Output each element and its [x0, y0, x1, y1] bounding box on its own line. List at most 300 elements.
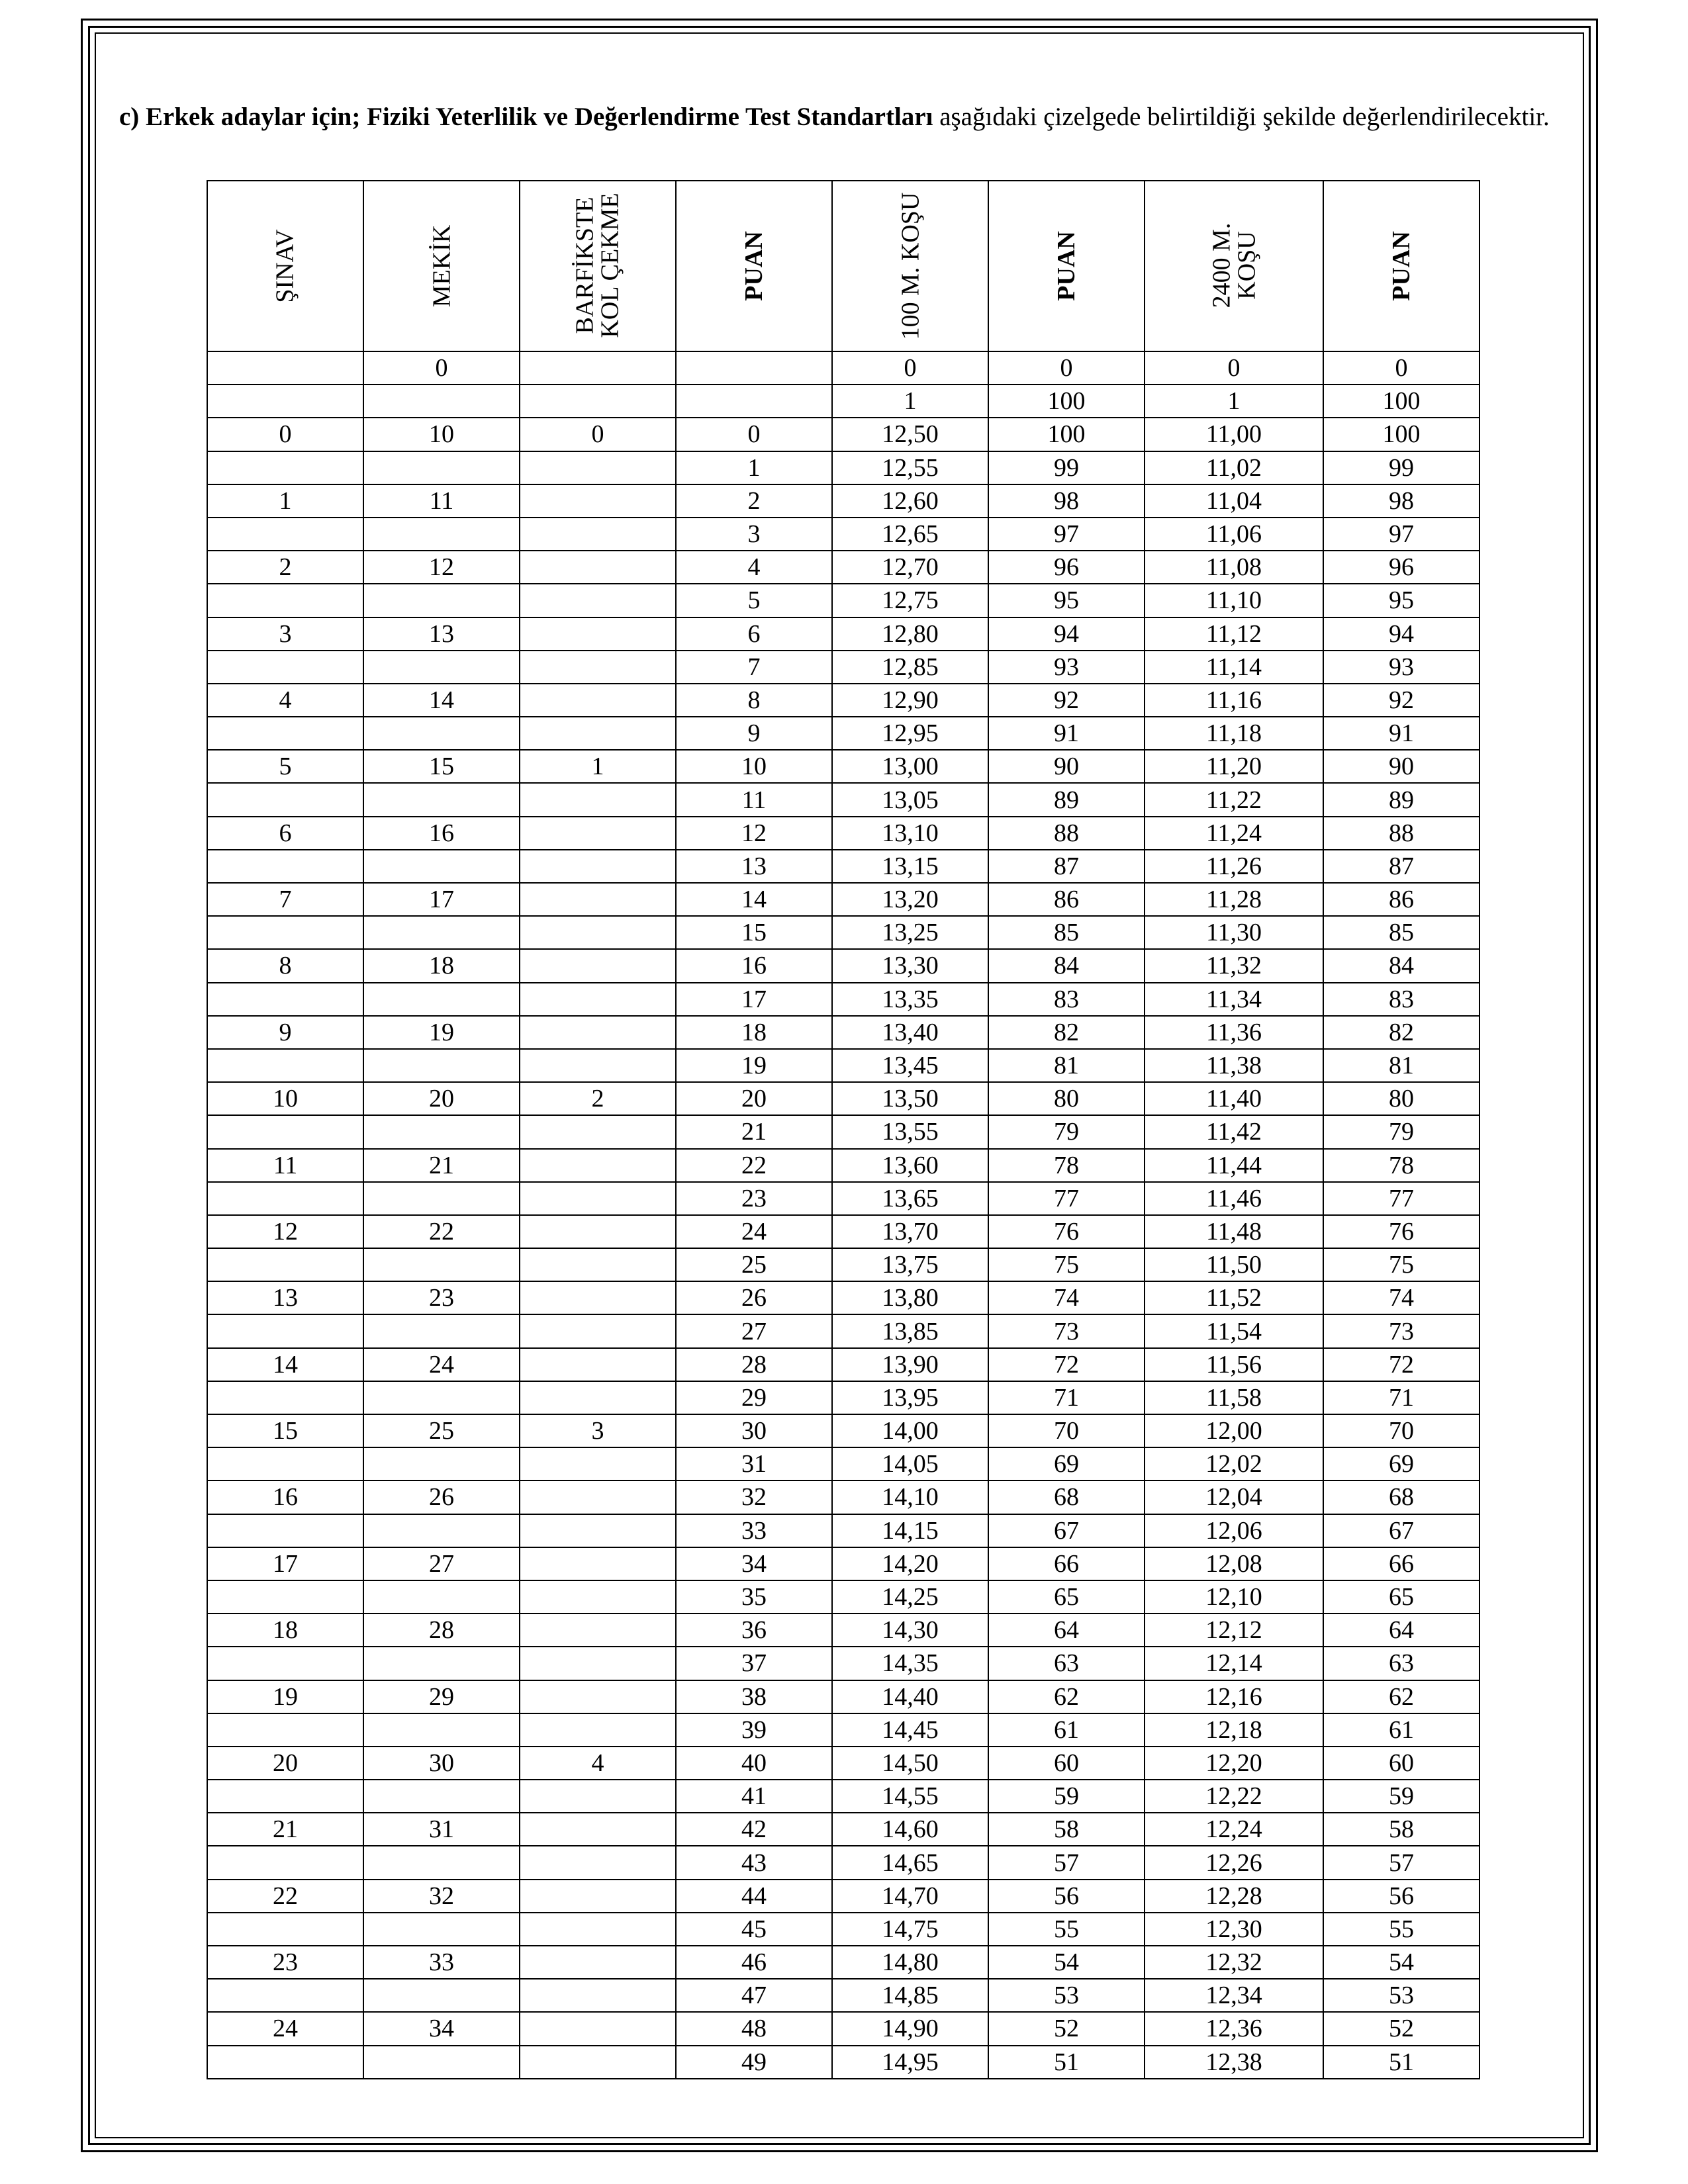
table-cell: 14,35: [832, 1647, 988, 1680]
table-cell: 27: [676, 1314, 832, 1347]
table-cell: 7: [207, 883, 363, 916]
table-cell: 3: [676, 518, 832, 551]
table-cell: [520, 2012, 676, 2045]
table-cell: [520, 916, 676, 949]
table-cell: 61: [988, 1713, 1145, 1747]
table-cell: [207, 916, 363, 949]
table-cell: 12,20: [1145, 1747, 1323, 1780]
table-row: [207, 1846, 1479, 1879]
table-cell: 62: [1323, 1680, 1479, 1713]
table-cell: [520, 584, 676, 617]
table-cell: 0: [676, 418, 832, 451]
table-cell: 86: [988, 883, 1145, 916]
table-cell: [363, 1248, 520, 1281]
table-cell: [520, 1713, 676, 1747]
table-cell: 61: [1323, 1713, 1479, 1747]
table-cell: 76: [988, 1215, 1145, 1248]
col-header-label: MEKİK: [427, 224, 455, 308]
table-row: [207, 1248, 1479, 1281]
table-cell: [520, 1547, 676, 1580]
table-cell: 12,10: [1145, 1580, 1323, 1614]
table-row: [207, 1680, 1479, 1713]
table-cell: 39: [676, 1713, 832, 1747]
table-cell: [363, 1713, 520, 1747]
table-row: [207, 1314, 1479, 1347]
table-cell: [520, 1115, 676, 1148]
table-cell: 17: [676, 983, 832, 1016]
table-cell: 73: [988, 1314, 1145, 1347]
table-cell: 11,28: [1145, 883, 1323, 916]
table-cell: 12,16: [1145, 1680, 1323, 1713]
table-cell: [520, 1215, 676, 1248]
table-cell: 14,00: [832, 1414, 988, 1447]
table-cell: 88: [1323, 817, 1479, 850]
col-header-barfiks: [520, 181, 676, 351]
table-cell: [520, 983, 676, 1016]
col-header-label: 100 M. KOŞU: [896, 192, 924, 340]
table-cell: 63: [988, 1647, 1145, 1680]
table-cell: [207, 1580, 363, 1614]
table-cell: 14,05: [832, 1447, 988, 1480]
table-cell: [520, 684, 676, 717]
table-cell: 12,12: [1145, 1614, 1323, 1647]
table-row: [207, 1281, 1479, 1314]
table-row: [207, 1780, 1479, 1813]
table-cell: 11,10: [1145, 584, 1323, 617]
table-cell: 11,38: [1145, 1049, 1323, 1082]
table-row: [207, 1348, 1479, 1381]
table-cell: 32: [676, 1480, 832, 1514]
table-cell: [207, 1514, 363, 1547]
table-cell: 12,26: [1145, 1846, 1323, 1879]
table-cell: 35: [676, 1580, 832, 1614]
table-cell: 13,60: [832, 1149, 988, 1182]
col-header-line: KOL ÇEKME: [596, 192, 624, 338]
table-cell: 20: [676, 1082, 832, 1115]
col-header-label: [1209, 222, 1259, 308]
table-cell: 36: [676, 1614, 832, 1647]
table-cell: 10: [676, 750, 832, 783]
table-cell: 77: [1323, 1182, 1479, 1215]
table-cell: 4: [520, 1747, 676, 1780]
table-cell: [363, 518, 520, 551]
table-row: [207, 817, 1479, 850]
table-cell: 99: [1323, 451, 1479, 484]
table-cell: 11,12: [1145, 617, 1323, 651]
table-cell: 68: [988, 1480, 1145, 1514]
table-cell: 19: [676, 1049, 832, 1082]
table-cell: [520, 451, 676, 484]
table-cell: 37: [676, 1647, 832, 1680]
table-cell: 11,16: [1145, 684, 1323, 717]
col-header-puan: [676, 181, 832, 351]
table-cell: 12,30: [1145, 1913, 1323, 1946]
table-cell: 12: [676, 817, 832, 850]
table-cell: 69: [988, 1447, 1145, 1480]
table-cell: 11,18: [1145, 717, 1323, 750]
table-row: [207, 651, 1479, 684]
table-cell: 57: [988, 1846, 1145, 1879]
table-cell: 100: [988, 385, 1145, 418]
table-body: [207, 351, 1479, 2079]
table-cell: 11,48: [1145, 1215, 1323, 1248]
table-row: [207, 1381, 1479, 1414]
table-cell: 38: [676, 1680, 832, 1713]
table-cell: 14,90: [832, 2012, 988, 2045]
table-cell: [207, 850, 363, 883]
table-cell: [207, 1314, 363, 1347]
table-cell: 60: [988, 1747, 1145, 1780]
table-cell: 33: [676, 1514, 832, 1547]
table-cell: 3: [520, 1414, 676, 1447]
table-cell: 67: [1323, 1514, 1479, 1547]
table-cell: 21: [363, 1149, 520, 1182]
table-row: [207, 518, 1479, 551]
table-cell: 11,52: [1145, 1281, 1323, 1314]
table-cell: [207, 1049, 363, 1082]
table-cell: [520, 1348, 676, 1381]
table-cell: [363, 1314, 520, 1347]
table-cell: 85: [988, 916, 1145, 949]
table-cell: 34: [363, 2012, 520, 2045]
table-cell: 93: [988, 651, 1145, 684]
table-cell: [363, 1049, 520, 1082]
table-row: [207, 617, 1479, 651]
table-cell: 14: [207, 1348, 363, 1381]
table-cell: 1: [1145, 385, 1323, 418]
table-cell: 13,75: [832, 1248, 988, 1281]
table-row: [207, 1813, 1479, 1846]
table-row: [207, 949, 1479, 982]
table-cell: 14,55: [832, 1780, 988, 1813]
table-row: [207, 1547, 1479, 1580]
table-cell: [363, 385, 520, 418]
table-row: [207, 783, 1479, 816]
table-cell: 42: [676, 1813, 832, 1846]
table-cell: 73: [1323, 1314, 1479, 1347]
table-cell: [520, 1946, 676, 1979]
table-cell: 0: [988, 351, 1145, 385]
table-cell: 17: [363, 883, 520, 916]
table-cell: [520, 484, 676, 518]
table-row: [207, 1447, 1479, 1480]
table-cell: 12,55: [832, 451, 988, 484]
table-cell: [363, 1115, 520, 1148]
table-cell: 12,90: [832, 684, 988, 717]
table-cell: 13,95: [832, 1381, 988, 1414]
table-cell: 8: [676, 684, 832, 717]
table-cell: 8: [207, 949, 363, 982]
table-cell: [520, 1281, 676, 1314]
table-cell: 28: [676, 1348, 832, 1381]
table-cell: 11: [207, 1149, 363, 1182]
table-row: [207, 551, 1479, 584]
table-cell: [207, 1979, 363, 2012]
table-cell: [520, 351, 676, 385]
table-row: [207, 1747, 1479, 1780]
table-cell: 14,95: [832, 2046, 988, 2079]
table-cell: 14,10: [832, 1480, 988, 1514]
table-cell: 13,15: [832, 850, 988, 883]
table-cell: 5: [676, 584, 832, 617]
table-row: [207, 916, 1479, 949]
table-cell: 14: [363, 684, 520, 717]
table-cell: 18: [363, 949, 520, 982]
table-cell: [520, 1913, 676, 1946]
table-row: [207, 1614, 1479, 1647]
table-cell: [520, 817, 676, 850]
table-row: [207, 1979, 1479, 2012]
table-cell: [520, 1647, 676, 1680]
table-cell: 11,46: [1145, 1182, 1323, 1215]
table-cell: 12,14: [1145, 1647, 1323, 1680]
table-cell: [676, 385, 832, 418]
table-cell: 11,22: [1145, 783, 1323, 816]
table-cell: [520, 1016, 676, 1049]
table-cell: 80: [988, 1082, 1145, 1115]
table-cell: 11,20: [1145, 750, 1323, 783]
intro-paragraph: [119, 100, 1561, 134]
table-cell: 100: [1323, 385, 1479, 418]
table-cell: 11,14: [1145, 651, 1323, 684]
table-cell: 12: [207, 1215, 363, 1248]
col-header-puan-2400m: [1323, 181, 1479, 351]
table-cell: [520, 551, 676, 584]
table-cell: 70: [988, 1414, 1145, 1447]
table-cell: [520, 883, 676, 916]
table-cell: 90: [988, 750, 1145, 783]
intro-rest: aşağıdaki çizelgede belirtildiği şekilde değerlendirilecektir.: [939, 103, 1550, 131]
col-header-line: BARFİKSTE: [571, 197, 599, 334]
table-row: [207, 983, 1479, 1016]
table-cell: 12,06: [1145, 1514, 1323, 1547]
table-cell: 12,28: [1145, 1880, 1323, 1913]
table-cell: 80: [1323, 1082, 1479, 1115]
table-cell: [207, 1713, 363, 1747]
table-cell: [363, 983, 520, 1016]
table-cell: 12,50: [832, 418, 988, 451]
table-cell: 81: [1323, 1049, 1479, 1082]
table-cell: 20: [207, 1747, 363, 1780]
table-cell: 41: [676, 1780, 832, 1813]
table-cell: 13,00: [832, 750, 988, 783]
table-cell: 93: [1323, 651, 1479, 684]
table-cell: 49: [676, 2046, 832, 2079]
table-cell: 92: [988, 684, 1145, 717]
table-cell: 11,54: [1145, 1314, 1323, 1347]
table-cell: 85: [1323, 916, 1479, 949]
table-row: [207, 1149, 1479, 1182]
table-cell: 14,45: [832, 1713, 988, 1747]
table-cell: [520, 651, 676, 684]
table-cell: 2: [676, 484, 832, 518]
table-cell: 76: [1323, 1215, 1479, 1248]
table-row: [207, 883, 1479, 916]
table-cell: 31: [363, 1813, 520, 1846]
table-cell: [363, 717, 520, 750]
table-cell: 15: [363, 750, 520, 783]
table-cell: [207, 1913, 363, 1946]
table-cell: 55: [988, 1913, 1145, 1946]
table-cell: [520, 2046, 676, 2079]
table-cell: 11,30: [1145, 916, 1323, 949]
table-cell: [520, 617, 676, 651]
table-cell: 14,15: [832, 1514, 988, 1547]
table-cell: 0: [1145, 351, 1323, 385]
table-cell: 14,50: [832, 1747, 988, 1780]
table-cell: 13,70: [832, 1215, 988, 1248]
table-cell: 14,25: [832, 1580, 988, 1614]
table-cell: 2: [520, 1082, 676, 1115]
table-row: [207, 750, 1479, 783]
table-cell: 77: [988, 1182, 1145, 1215]
table-cell: [520, 1447, 676, 1480]
table-cell: 100: [988, 418, 1145, 451]
col-header-label: ŞINAV: [271, 229, 299, 303]
table-cell: 100: [1323, 418, 1479, 451]
table-cell: [207, 1447, 363, 1480]
table-row: [207, 1880, 1479, 1913]
table-row: [207, 2012, 1479, 2045]
table-cell: 11: [363, 484, 520, 518]
table-cell: 99: [988, 451, 1145, 484]
col-header-label: PUAN: [1052, 231, 1080, 301]
table-cell: 40: [676, 1747, 832, 1780]
table-cell: 13,25: [832, 916, 988, 949]
table-cell: [520, 385, 676, 418]
table-cell: 31: [676, 1447, 832, 1480]
table-cell: 13: [207, 1281, 363, 1314]
table-cell: 43: [676, 1846, 832, 1879]
table-cell: [520, 850, 676, 883]
table-cell: 94: [988, 617, 1145, 651]
table-cell: 13,90: [832, 1348, 988, 1381]
table-cell: 11,36: [1145, 1016, 1323, 1049]
table-cell: 12,22: [1145, 1780, 1323, 1813]
table-cell: 15: [207, 1414, 363, 1447]
table-cell: [520, 717, 676, 750]
table-cell: [363, 850, 520, 883]
table-cell: 17: [207, 1547, 363, 1580]
table-cell: 68: [1323, 1480, 1479, 1514]
table-cell: 13,85: [832, 1314, 988, 1347]
table-row: [207, 1115, 1479, 1148]
table-cell: 6: [207, 817, 363, 850]
table-cell: 46: [676, 1946, 832, 1979]
table-cell: 75: [1323, 1248, 1479, 1281]
table-cell: [520, 1680, 676, 1713]
table-cell: 45: [676, 1913, 832, 1946]
table-cell: 83: [988, 983, 1145, 1016]
table-cell: 11,44: [1145, 1149, 1323, 1182]
table-cell: 75: [988, 1248, 1145, 1281]
table-cell: 1: [676, 451, 832, 484]
table-cell: 5: [207, 750, 363, 783]
table-cell: 11,32: [1145, 949, 1323, 982]
col-header-label: [573, 193, 623, 338]
table-cell: 12,02: [1145, 1447, 1323, 1480]
table-cell: 13,50: [832, 1082, 988, 1115]
table-cell: [363, 1580, 520, 1614]
table-cell: 87: [1323, 850, 1479, 883]
table-cell: [363, 1979, 520, 2012]
table-cell: 22: [207, 1880, 363, 1913]
table-cell: 13: [676, 850, 832, 883]
table-cell: 58: [988, 1813, 1145, 1846]
table-cell: 16: [207, 1480, 363, 1514]
table-cell: 19: [363, 1016, 520, 1049]
intro-lead: c) Erkek adaylar için; Fiziki Yeterlilik ve Değerlendirme Test Standartları: [119, 103, 933, 131]
table-cell: 54: [1323, 1946, 1479, 1979]
table-cell: 86: [1323, 883, 1479, 916]
table-cell: [207, 983, 363, 1016]
table-cell: 19: [207, 1680, 363, 1713]
table-row: [207, 1049, 1479, 1082]
table-cell: 32: [363, 1880, 520, 1913]
col-header-label: PUAN: [1387, 231, 1415, 301]
table-cell: 97: [988, 518, 1145, 551]
table-cell: 0: [363, 351, 520, 385]
table-cell: 29: [676, 1381, 832, 1414]
table-cell: 7: [676, 651, 832, 684]
table-cell: 13,05: [832, 783, 988, 816]
col-header-mekik: [363, 181, 520, 351]
table-cell: 24: [676, 1215, 832, 1248]
table-cell: 30: [676, 1414, 832, 1447]
table-cell: 13,40: [832, 1016, 988, 1049]
table-cell: 96: [1323, 551, 1479, 584]
table-cell: [520, 1049, 676, 1082]
table-cell: 22: [676, 1149, 832, 1182]
table-cell: 60: [1323, 1747, 1479, 1780]
table-cell: 95: [988, 584, 1145, 617]
table-row: [207, 850, 1479, 883]
table-row: [207, 418, 1479, 451]
table-cell: [520, 1149, 676, 1182]
table-cell: 51: [1323, 2046, 1479, 2079]
table-cell: [207, 2046, 363, 2079]
table-cell: 12,95: [832, 717, 988, 750]
table-cell: 14,75: [832, 1913, 988, 1946]
table-cell: 11,00: [1145, 418, 1323, 451]
table-cell: 62: [988, 1680, 1145, 1713]
col-header-sinav: [207, 181, 363, 351]
table-cell: [207, 783, 363, 816]
table-cell: 1: [520, 750, 676, 783]
table-cell: 20: [363, 1082, 520, 1115]
table-cell: [207, 1846, 363, 1879]
table-cell: [207, 584, 363, 617]
table-cell: 14,20: [832, 1547, 988, 1580]
table-cell: 33: [363, 1946, 520, 1979]
table-row: [207, 1946, 1479, 1979]
table-cell: 13,10: [832, 817, 988, 850]
table-cell: [363, 1913, 520, 1946]
table-cell: 83: [1323, 983, 1479, 1016]
table-cell: 13,45: [832, 1049, 988, 1082]
table-cell: [520, 949, 676, 982]
table-cell: 11,08: [1145, 551, 1323, 584]
table-cell: 92: [1323, 684, 1479, 717]
table-cell: [676, 351, 832, 385]
table-cell: 16: [363, 817, 520, 850]
table-cell: 12,34: [1145, 1979, 1323, 2012]
table-cell: 13,65: [832, 1182, 988, 1215]
table-cell: 0: [832, 351, 988, 385]
table-cell: 59: [988, 1780, 1145, 1813]
table-cell: 9: [207, 1016, 363, 1049]
table-cell: 65: [1323, 1580, 1479, 1614]
